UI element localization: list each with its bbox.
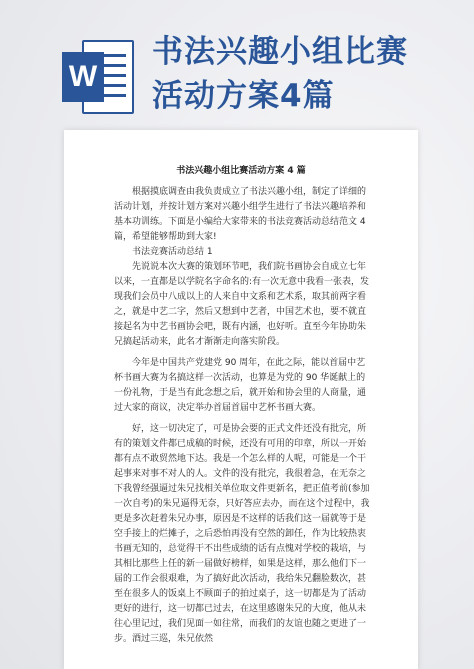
paragraph-intro: 根据摸底调查由我负责成立了书法兴趣小组，制定了详细的活动计划，并按计划方案对兴趣小组学生进行了书法兴趣培养和基本功训练。下面是小编给大家带来的书法竞赛活动总结范文 4 篇，希望能够帮助到大家!	[114, 187, 367, 242]
document-body	[114, 185, 370, 647]
page-headline	[152, 30, 408, 118]
headline-line-2: 活动方案4篇	[152, 78, 335, 114]
section-heading: 书法竞赛活动总结 1	[132, 247, 213, 257]
word-letter-badge: W	[62, 52, 104, 102]
paragraph: 今年是中国共产党建党 90 周年，在此之际，能以首届中艺杯书画大赛为名搞这样一次活动，也算是为党的 90 华诞献上的一份礼物，于是当有此念想之后，就开始和协会里的人商量，通过大家的商议，决定举办首届首届中艺杯书画大赛。	[114, 358, 367, 413]
document-preview	[64, 130, 418, 669]
paragraph: 好，这一切决定了，可是协会要的正式文件还没有批完，所有的策划文件都已成稿的时候，还没有可用的印章，所以一开始都有点不敢贸然地下达。我是一个怎么样的人呢，可能是一个干起事来对事不对人的人。文件的没有批完，我很着急，在无奈之下我曾经强逼过朱兄找相关单位取文件更新名，把正值考前(参加一次自考)的朱兄逼得无奈，只好答应去办，而在这个过程中，我更是多次赶着朱兄办事，原因是不这样的话我们这一届就等于是空手接上的烂摊子，之后恐怕再没有空然的卸任，作为比较热衷书画无知的，总觉得干不出些成绩的话有点愧对学校的栽培，与其相比那些上任的新一届做好榜样，如果是这样，那么他们下一届的工作会很艰难，为了搞好此次活动，我给朱兄翻脸数次，甚至在很多人的饭桌上不顾面子的拍过桌子，这一切都是为了活动更好的进行，这一切都已过去，在这里感谢朱兄的大度，他从未往心里记过，我们见面一如往常，而我们的友谊也随之更进了一步。酒过三巡，朱兄依然	[114, 424, 370, 644]
paragraph: 先说说本次大赛的策划环节吧，我们院书画协会自成立七年以来，一直都是以学院名字命名的:有一次无意中我看一张表，发现我们会员中八成以上的人来自中文系和艺术系，取其前两字看之，就是中艺二字，然后又想到中艺者，中国艺术也，要不就直接起名为中艺书画协会吧，既有内涵，也好听。直至今年协助朱兄搞起活动来，此名才渐渐走向落实阶段。	[114, 262, 370, 347]
headline-line-1: 书法兴趣小组比赛	[152, 34, 408, 70]
word-document-icon	[62, 40, 134, 114]
document-title: 书法兴趣小组比赛活动方案 4 篇	[176, 166, 306, 176]
